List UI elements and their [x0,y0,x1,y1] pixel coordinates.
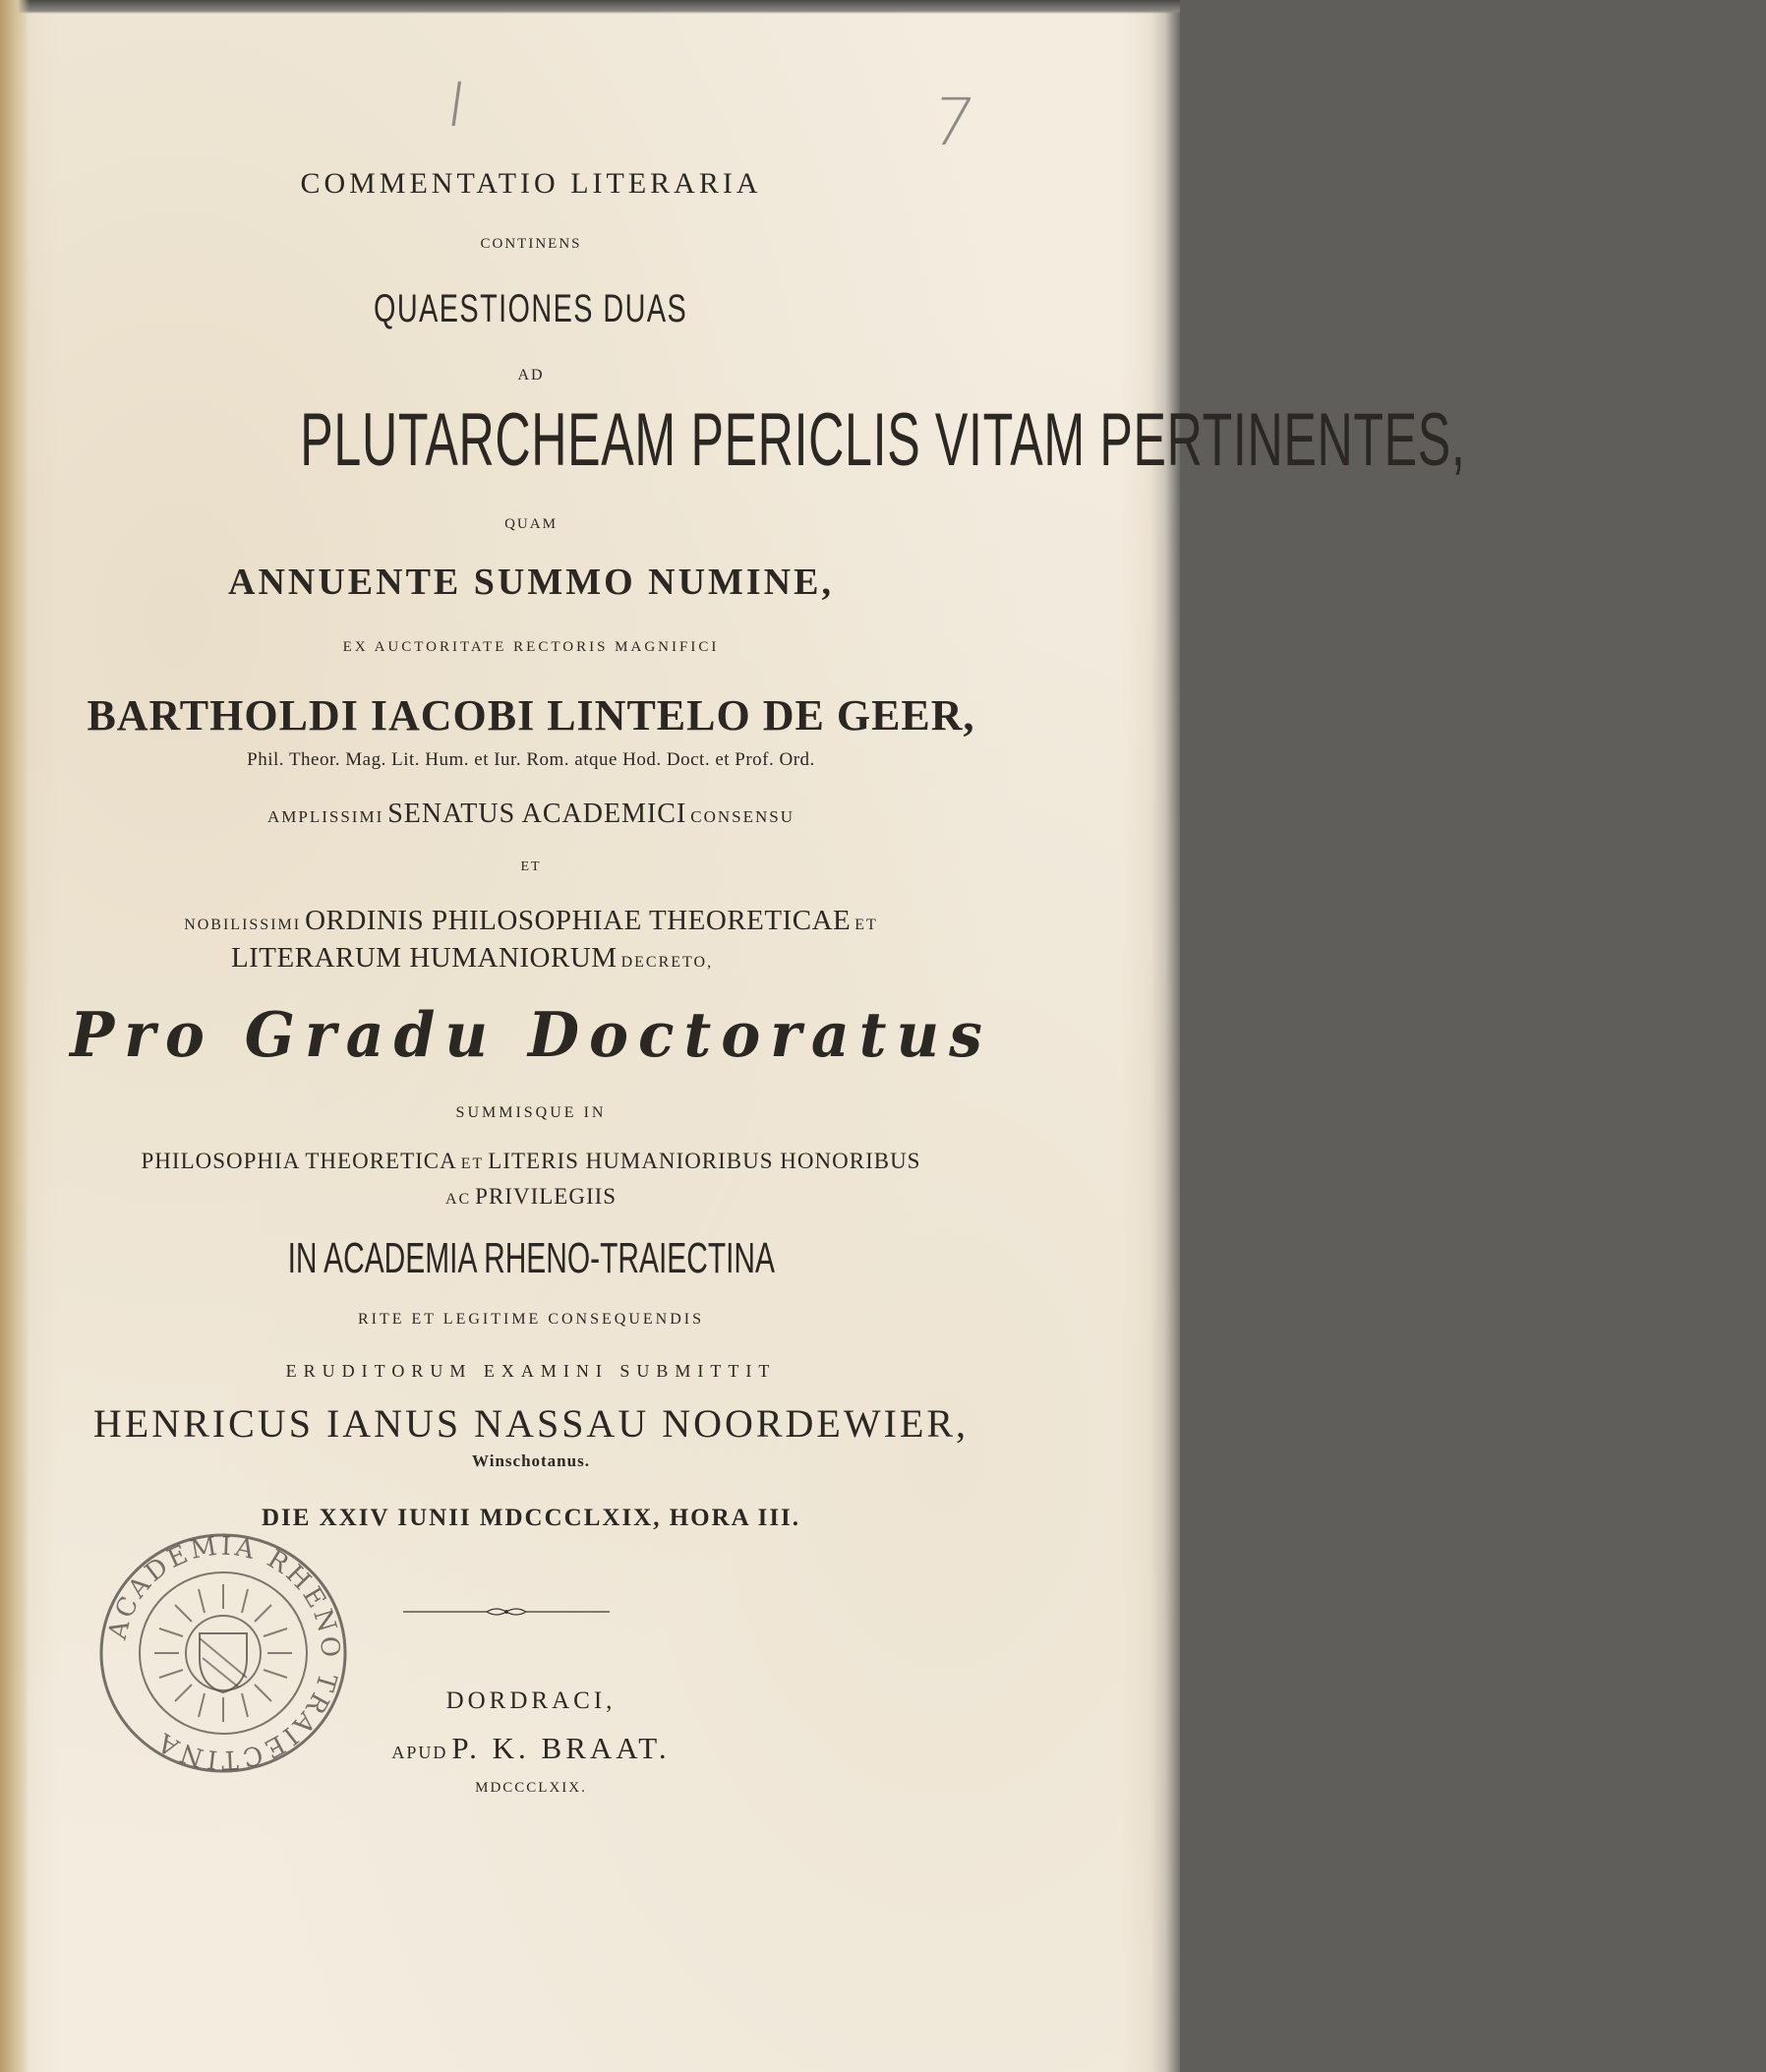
et-word: ET [854,917,878,933]
imprint-apud: APUD [391,1743,448,1762]
title-line-nobilissimi [0,905,1062,937]
rector-name: BARTHOLDI IACOBI LINTELO DE GEER, [87,691,975,740]
senatus-words: SENATUS ACADEMICI [387,799,687,829]
nobilissimi-word: NOBILISSIMI [184,917,302,933]
literis-words: LITERIS HUMANIORIBUS HONORIBUS [488,1149,921,1173]
title-line-academia [0,1234,1062,1283]
et-word-2: ET [460,1155,485,1172]
main-title-line [0,397,1466,483]
rector-titles: Phil. Theor. Mag. Lit. Hum. et Iur. Rom. atque Hod. Doct. et Prof. Ord. [247,749,815,770]
author-name: HENRICUS IANUS NASSAU NOORDEWIER, [92,1401,970,1446]
literarum-words: LITERARUM HUMANIORUM [230,942,618,974]
title-line-quam: QUAM [504,516,558,532]
title-line-commentatio: COMMENTATIO LITERARIA [300,167,762,200]
title-line-eruditorum: ERUDITORUM EXAMINI SUBMITTIT [285,1361,777,1381]
title-line-ad: AD [517,367,545,384]
title-line-literarum [0,942,1003,975]
pencil-note-left: I [442,69,471,141]
decreto-word: DECRETO, [620,954,714,971]
title-line-amplissimi [0,799,1062,830]
title-line-quaestiones [0,287,1062,331]
title-line-continens: CONTINENS [480,236,582,252]
author-origin: Winschotanus. [472,1451,590,1470]
pencil-note-right: 7 [925,85,980,160]
title-line-rite: RITE ET LEGITIME CONSEQUENDIS [357,1311,704,1328]
title-line-annuente: ANNUENTE SUMMO NUMINE, [228,562,834,603]
academia-text: IN ACADEMIA RHENO-TRAIECTINA [287,1234,775,1282]
privilegiis-word: PRIVILEGIIS [475,1184,618,1209]
main-title-text: PLUTARCHEAM PERICLIS VITAM PERTINENTES, [300,398,1466,482]
ordinis-words: ORDINIS PHILOSOPHIAE THEORETICAE [305,905,852,936]
philosophia-words: PHILOSOPHIA THEORETICA [141,1149,457,1173]
page-edge-shadow [0,0,1180,14]
imprint-printer: P. K. BRAAT. [451,1731,671,1765]
consensu-word: CONSENSU [690,807,795,826]
title-line-philosophia [0,1149,1062,1174]
title-line-auctoritate: EX AUCTORITATE RECTORIS MAGNIFICI [342,639,720,655]
quaestiones-text: QUAESTIONES DUAS [374,287,688,330]
title-line-et: ET [520,859,542,874]
ornament-rule [403,1604,610,1620]
defense-date: DIE XXIV IUNII MDCCCLXIX, HORA III. [261,1505,801,1531]
stamp-legend: ACADEMIA RHENO TRAIECTINA [102,1531,345,1775]
imprint-printer-line [0,1731,1062,1766]
pro-gradu-heading: Pro Gradu Doctoratus [70,999,992,1072]
imprint-year: MDCCCLXIX. [475,1780,587,1796]
title-line-privilegiis [0,1184,1062,1210]
imprint-city: DORDRACI, [445,1687,617,1714]
amplissimi-word: AMPLISSIMI [266,807,384,826]
ac-word: AC [444,1191,472,1208]
title-line-summisque: SUMMISQUE IN [455,1104,607,1121]
